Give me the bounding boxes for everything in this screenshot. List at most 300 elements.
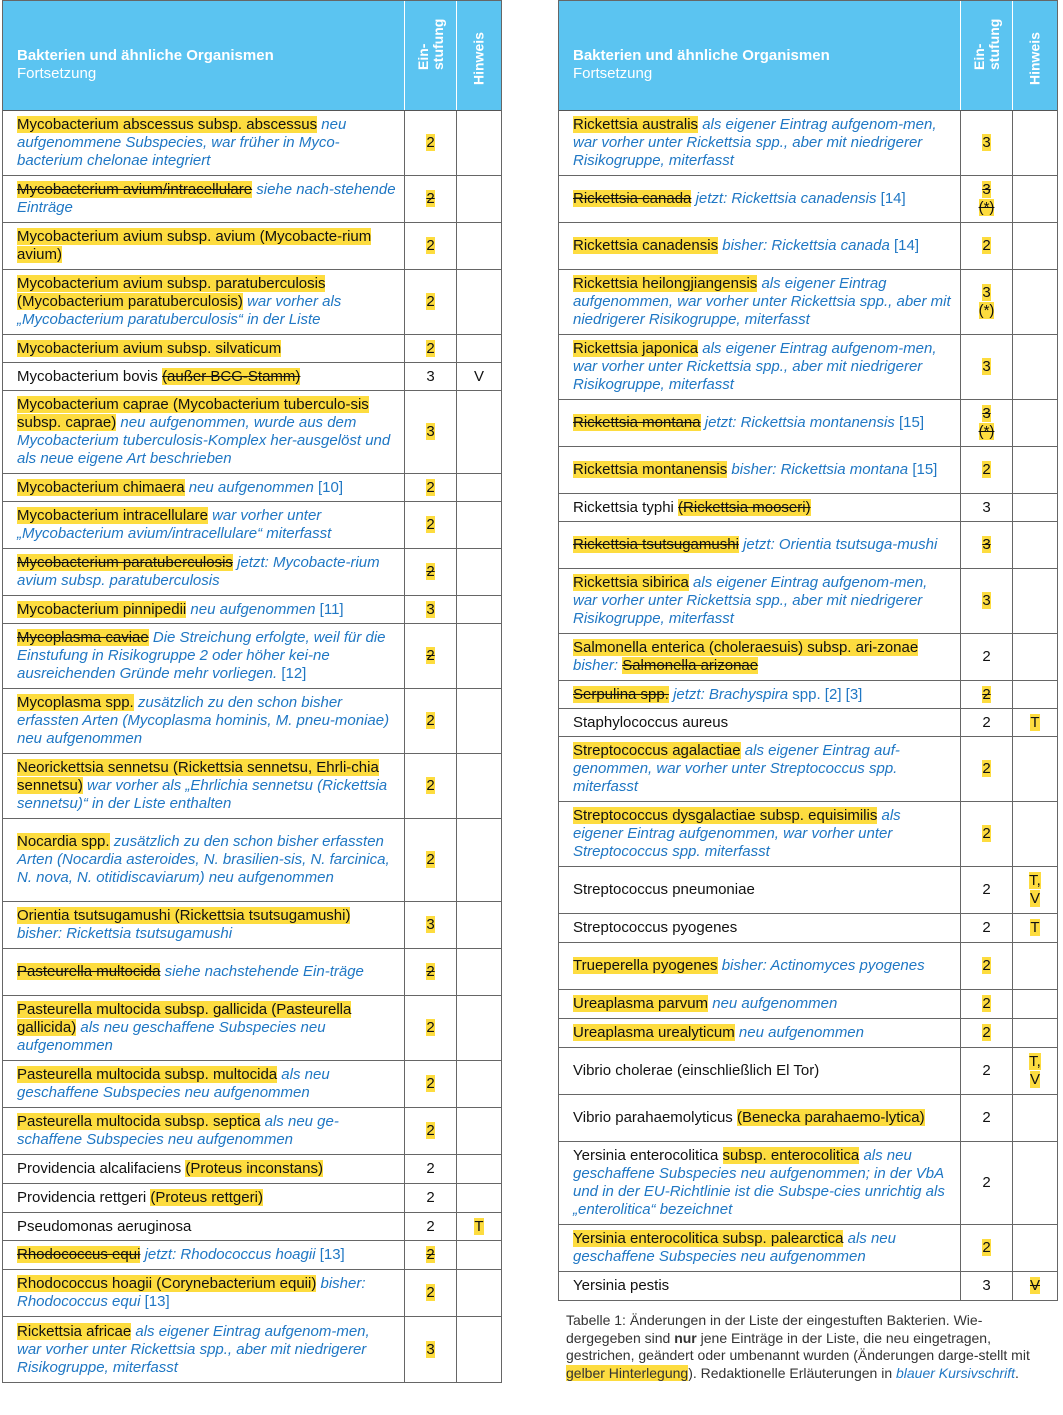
einstufung-value: 2 (426, 134, 435, 151)
header-title: Bakterien und ähnliche Organismen (573, 47, 830, 64)
hinweis-cell (457, 1270, 501, 1316)
einstufung-cell (961, 1019, 1013, 1047)
einstufung-value: (*) (978, 423, 995, 440)
header-hinweis (457, 1, 501, 110)
organism-segment: Salmonella enterica (choleraesuis) subsp. ari-zonae (573, 639, 919, 656)
einstufung-cell (405, 549, 457, 595)
table-row (559, 111, 1057, 176)
einstufung-value: 2 (982, 1109, 991, 1126)
organism-segment: als neu geschaffene Subspecies neu aufgenommen (573, 1230, 896, 1265)
hinweis-cell (457, 111, 501, 175)
einstufung-value: 2 (982, 1062, 991, 1079)
organism-cell (559, 943, 961, 989)
organism-text (573, 1277, 954, 1295)
organism-cell (559, 1225, 961, 1271)
table-row (3, 596, 501, 624)
einstufung-cell (961, 569, 1013, 633)
einstufung-value: 2 (982, 1239, 991, 1256)
organism-segment: war vorher als „Ehrlichia sennetsu (Rickettsia sennetsu)“ in der Liste enthalten (17, 777, 388, 812)
einstufung-value: 2 (426, 237, 435, 254)
einstufung-cell (405, 1317, 457, 1382)
hinweis-cell (1013, 914, 1057, 942)
organism-text (573, 499, 954, 517)
organism-segment: Ureaplasma parvum (573, 995, 709, 1012)
organism-text (17, 1275, 398, 1311)
einstufung-cell (961, 737, 1013, 801)
hinweis-cell (457, 902, 501, 948)
organism-text (573, 1230, 954, 1266)
table-caption (566, 1312, 1050, 1382)
hinweis-value: V (473, 367, 484, 385)
organism-text (17, 629, 398, 683)
hinweis-cell (457, 223, 501, 269)
einstufung-cell (961, 943, 1013, 989)
table-row (3, 1213, 501, 1241)
table-row (3, 819, 501, 902)
organism-segment: Die Streichung erfolgte, weil für die Einstufung in Risikogruppe 2 oder höher kei-ne ausreichenden Gründe mehr vorliegen. (17, 629, 386, 682)
table-right (558, 0, 1058, 1301)
hinweis-value: V (1029, 890, 1040, 907)
organism-text (573, 574, 954, 628)
hinweis-cell (1013, 270, 1057, 334)
organism-cell (3, 1061, 405, 1107)
organism-text (17, 1323, 398, 1377)
einstufung-value: 2 (426, 339, 435, 357)
einstufung-cell (405, 1061, 457, 1107)
hinweis-cell (1013, 1142, 1057, 1224)
organism-segment: neu aufgenommen (186, 600, 316, 618)
organism-text (17, 1246, 398, 1264)
organism-segment: Mycobacterium bovis (17, 367, 163, 385)
einstufung-value: 2 (982, 461, 991, 478)
organism-segment: neu aufgenommen (708, 995, 838, 1012)
organism-segment: Pasteurella multocida subsp. septica (17, 1113, 261, 1130)
organism-segment: Vibrio parahaemolyticus (573, 1109, 737, 1126)
organism-segment: [15] (894, 414, 924, 431)
organism-cell (3, 902, 405, 948)
organism-cell (3, 335, 405, 362)
organism-text (573, 742, 954, 796)
organism-segment: bisher: Rickettsia canada (718, 237, 890, 254)
hinweis-cell (457, 474, 501, 501)
einstufung-cell (405, 902, 457, 948)
einstufung-value: 2 (426, 1246, 435, 1263)
table-row (559, 1272, 1057, 1300)
einstufung-cell (405, 1184, 457, 1212)
hinweis-cell (457, 1213, 501, 1240)
organism-text (17, 1066, 398, 1102)
einstufung-value: 2 (982, 957, 991, 974)
organism-segment: jetzt: Mycobacte-rium avium subsp. paratuberculosis (17, 554, 380, 589)
organism-text (17, 228, 398, 264)
organism-cell (559, 709, 961, 736)
caption-segment: ). Redaktionelle Erläuterungen in (688, 1364, 896, 1381)
organism-text (573, 116, 954, 170)
organism-text (17, 340, 398, 358)
header-title-cell (3, 1, 405, 110)
einstufung-cell (405, 596, 457, 623)
header-einstufung (961, 1, 1013, 110)
hinweis-cell (1013, 681, 1057, 708)
einstufung-value: 2 (426, 516, 435, 533)
organism-segment: Streptococcus dysgalactiae subsp. equisimilis (573, 807, 878, 824)
organism-segment: zusätzlich zu den schon bisher erfassten Arten (Mycoplasma hominis, M. pneu-moniae) neu aufgenommen (17, 694, 390, 747)
hinweis-value: T (1030, 919, 1040, 936)
hinweis-cell (457, 335, 501, 362)
einstufung-value: 3 (982, 181, 991, 198)
hinweis-cell (1013, 709, 1057, 736)
einstufung-value: 3 (982, 284, 991, 301)
table-row (3, 223, 501, 270)
table-row (559, 176, 1057, 223)
einstufung-cell (961, 522, 1013, 568)
organism-segment: Neorickettsia sennetsu (Rickettsia sennetsu, Ehrli-chia sennetsu) (17, 759, 379, 794)
organism-cell (559, 1272, 961, 1300)
organism-text (17, 181, 398, 217)
einstufung-cell (405, 1241, 457, 1269)
organism-segment: jetzt: Rhodococcus hoagii (140, 1246, 316, 1263)
organism-text (573, 639, 954, 675)
table-row (559, 737, 1057, 802)
organism-text (573, 1109, 954, 1127)
organism-text (573, 807, 954, 861)
organism-text (573, 686, 954, 704)
organism-segment: Vibrio cholerae (einschließlich El Tor) (573, 1062, 820, 1079)
einstufung-cell (961, 681, 1013, 708)
hinweis-cell (457, 996, 501, 1060)
organism-text (17, 1189, 398, 1207)
organism-cell (3, 1108, 405, 1154)
table-row (3, 363, 501, 391)
einstufung-cell (405, 111, 457, 175)
hinweis-cell (457, 596, 501, 623)
einstufung-value: 2 (982, 1174, 991, 1191)
hinweis-cell (1013, 111, 1057, 175)
organism-cell (3, 996, 405, 1060)
einstufung-cell (405, 223, 457, 269)
hinweis-cell (1013, 990, 1057, 1018)
rows-left (3, 111, 501, 1382)
organism-segment: Pasteurella multocida subsp. gallicida (Pasteurella gallicida) (17, 1001, 352, 1036)
organism-text (17, 554, 398, 590)
organism-cell (3, 819, 405, 901)
einstufung-value: 3 (982, 134, 991, 151)
table-row (559, 802, 1057, 867)
einstufung-value: 2 (982, 825, 991, 842)
organism-cell (3, 111, 405, 175)
header-title: Bakterien und ähnliche Organismen (17, 47, 274, 64)
organism-segment: Rickettsia canada (573, 190, 692, 207)
einstufung-cell (961, 1272, 1013, 1300)
organism-segment: Ureaplasma urealyticum (573, 1024, 735, 1041)
hinweis-cell (457, 819, 501, 901)
organism-segment: als eigener Eintrag auf-genommen, war vorher unter Streptococcus spp. miterfasst (573, 742, 900, 795)
einstufung-value: 2 (982, 648, 991, 665)
table-row (3, 754, 501, 819)
organism-cell (559, 737, 961, 801)
organism-text (573, 237, 954, 255)
organism-segment: jetzt: Orientia tsutsuga-mushi (738, 536, 938, 553)
hinweis-cell (1013, 1095, 1057, 1141)
organism-cell (3, 754, 405, 818)
table-row (3, 1155, 501, 1184)
hinweis-cell (1013, 1048, 1057, 1094)
hinweis-cell (457, 549, 501, 595)
einstufung-value: 3 (426, 1340, 435, 1358)
einstufung-cell (961, 447, 1013, 493)
table-row (3, 111, 501, 176)
organism-segment: Mycobacterium abscessus subsp. abscessus (17, 116, 318, 133)
header-einstufung-label: Ein- stufung (970, 18, 1002, 70)
table-row (559, 681, 1057, 709)
organism-text (17, 507, 398, 543)
table-row (559, 914, 1057, 943)
organism-segment: Yersinia enterocolitica subsp. palearctica (573, 1230, 844, 1247)
organism-cell (3, 1270, 405, 1316)
organism-segment: als eigener Eintrag aufgenom-men, war vorher unter Rickettsia spp., aber mit niedrigerer Risikogruppe, miterfasst (573, 574, 928, 627)
hinweis-cell (1013, 1019, 1057, 1047)
organism-cell (559, 867, 961, 913)
organism-segment: Streptococcus agalactiae (573, 742, 741, 759)
organism-cell (559, 494, 961, 521)
einstufung-value: 2 (982, 881, 991, 898)
organism-text (17, 396, 398, 468)
organism-segment: jetzt: Rickettsia montanensis (700, 414, 895, 431)
einstufung-cell (405, 949, 457, 995)
table-row (559, 400, 1057, 447)
organism-segment: Staphylococcus aureus (573, 713, 729, 731)
organism-segment: Mycobacterium intracellulare (17, 507, 208, 524)
table-row (559, 943, 1057, 990)
einstufung-value: 3 (426, 600, 435, 618)
organism-segment: Rhodococcus hoagii (Corynebacterium equii) (17, 1275, 317, 1292)
organism-segment: Mycobacterium avium subsp. avium (Mycobacte-rium avium) (17, 228, 372, 263)
hinweis-cell (457, 1061, 501, 1107)
organism-segment: Providencia alcalifaciens (17, 1160, 186, 1177)
organism-cell (3, 1213, 405, 1240)
einstufung-cell (961, 400, 1013, 446)
einstufung-cell (961, 634, 1013, 680)
organism-cell (559, 111, 961, 175)
organism-cell (3, 502, 405, 548)
organism-cell (3, 596, 405, 623)
einstufung-value: (*) (978, 302, 995, 319)
organism-segment: Mycoplasma caviae (17, 629, 149, 646)
organism-text (17, 694, 398, 748)
hinweis-cell (1013, 400, 1057, 446)
organism-cell (3, 270, 405, 334)
einstufung-value: 2 (982, 713, 991, 731)
organism-segment: Mycobacterium caprae (Mycobacterium tuberculo-sis subsp. caprae) (17, 396, 369, 431)
hinweis-cell (1013, 176, 1057, 222)
table-header (559, 1, 1057, 111)
einstufung-cell (961, 270, 1013, 334)
organism-segment: bisher: Actinomyces pyogenes (717, 957, 925, 974)
einstufung-value: 2 (982, 685, 991, 703)
organism-segment: Serpulina spp. (573, 685, 669, 703)
hinweis-cell (1013, 223, 1057, 269)
organism-cell (3, 1184, 405, 1212)
organism-cell (3, 223, 405, 269)
organism-segment: Pasteurella multocida subsp. multocida (17, 1066, 278, 1083)
einstufung-cell (961, 990, 1013, 1018)
hinweis-value: T (474, 1217, 484, 1235)
organism-text (17, 963, 398, 981)
einstufung-value: 2 (426, 851, 435, 868)
organism-segment: als neu geschaffene Subspecies neu aufgenommen (17, 1066, 330, 1101)
einstufung-cell (961, 335, 1013, 399)
table-row (3, 391, 501, 474)
organism-segment: siehe nach-stehende Einträge (17, 181, 396, 216)
einstufung-cell (405, 819, 457, 901)
table-row (559, 494, 1057, 522)
organism-segment: war vorher unter „Mycobacterium avium/intracellulare“ miterfasst (17, 507, 332, 542)
organism-cell (3, 549, 405, 595)
organism-text (573, 919, 954, 937)
organism-text (573, 1147, 954, 1219)
einstufung-value: 2 (426, 1160, 435, 1177)
caption-segment: Tabelle 1: Änderungen in der Liste der eingestuften Bakterien. Wie-dergegeben sind (566, 1312, 983, 1346)
organism-segment: bisher: (573, 657, 623, 674)
einstufung-cell (405, 624, 457, 688)
organism-cell (559, 990, 961, 1018)
organism-segment: Rickettsia canadensis (573, 237, 719, 254)
hinweis-cell (457, 502, 501, 548)
einstufung-cell (405, 754, 457, 818)
organism-cell (3, 176, 405, 222)
organism-cell (559, 176, 961, 222)
header-einstufung-label: Ein- stufung (414, 18, 446, 70)
organism-segment: Orientia tsutsugamushi (Rickettsia tsutsugamushi) (17, 907, 351, 924)
organism-cell (559, 400, 961, 446)
hinweis-cell (1013, 867, 1057, 913)
organism-segment: Rickettsia africae (17, 1322, 132, 1340)
organism-text (573, 461, 954, 479)
organism-segment: als neu geschaffene Subspecies neu aufgenommen (17, 1019, 326, 1054)
organism-text (573, 881, 954, 899)
organism-segment: Mycobacterium chimaera (17, 478, 185, 496)
organism-segment: Mycobacterium avium subsp. silvaticum (17, 339, 282, 357)
einstufung-cell (961, 111, 1013, 175)
organism-segment: Yersinia enterocolitica (573, 1147, 723, 1164)
hinweis-cell (457, 754, 501, 818)
organism-cell (559, 1019, 961, 1047)
einstufung-cell (961, 914, 1013, 942)
organism-segment: Salmonella arizonae (622, 657, 759, 674)
organism-segment: Streptococcus pneumoniae (573, 881, 755, 898)
hinweis-value: V (1029, 1277, 1040, 1294)
einstufung-value: 2 (982, 237, 991, 254)
organism-text (17, 368, 398, 386)
einstufung-value: 3 (982, 592, 991, 609)
einstufung-value: 2 (982, 760, 991, 777)
organism-segment: als eigener Eintrag aufgenommen, war vorher unter Streptococcus spp. miterfasst (573, 807, 901, 860)
einstufung-cell (405, 270, 457, 334)
organism-segment: Mycobacterium avium subsp. paratuberculosis (Mycobacterium paratuberculosis) (17, 275, 326, 310)
hinweis-cell (457, 270, 501, 334)
table-row (559, 223, 1057, 270)
organism-cell (3, 1241, 405, 1269)
organism-segment: [13] (315, 1246, 345, 1263)
einstufung-value: 2 (982, 995, 991, 1012)
organism-cell (3, 391, 405, 473)
hinweis-cell (1013, 569, 1057, 633)
organism-segment: [15] (908, 461, 938, 478)
einstufung-value: 2 (982, 1024, 991, 1041)
einstufung-value: 2 (426, 190, 435, 207)
header-subtitle: Fortsetzung (573, 65, 653, 82)
einstufung-value: 2 (982, 919, 991, 936)
table-row (559, 709, 1057, 737)
organism-segment: (außer BCG-Stamm) (162, 367, 301, 385)
einstufung-value: 3 (982, 1277, 991, 1294)
hinweis-cell (457, 624, 501, 688)
hinweis-cell (457, 391, 501, 473)
organism-segment: [11] (315, 600, 344, 618)
organism-segment: neu aufgenommen, wurde aus dem Mycobacterium tuberculosis-Komplex her-ausgelöst und als neue eigene Art beschrieben (17, 414, 391, 467)
einstufung-value: 2 (426, 478, 435, 496)
table-row (559, 270, 1057, 335)
header-einstufung (405, 1, 457, 110)
organism-segment: bisher: Rickettsia montana (727, 461, 909, 478)
caption-segment: nur (674, 1329, 697, 1346)
organism-segment: Rickettsia typhi (573, 498, 679, 516)
hinweis-cell (457, 1155, 501, 1183)
organism-text (17, 907, 398, 943)
einstufung-value: 2 (426, 1189, 435, 1206)
einstufung-value: 2 (426, 1217, 435, 1235)
organism-segment: (Benecka parahaemo-lytica) (736, 1109, 925, 1126)
table-row (3, 1108, 501, 1155)
table-row (3, 996, 501, 1061)
einstufung-cell (961, 1225, 1013, 1271)
einstufung-cell (961, 1048, 1013, 1094)
table-row (559, 990, 1057, 1019)
organism-segment: (Rickettsia mooseri) (678, 498, 811, 516)
organism-segment: Pasteurella multocida (17, 963, 161, 980)
organism-cell (559, 1048, 961, 1094)
einstufung-cell (405, 176, 457, 222)
organism-segment: Rickettsia australis (573, 116, 699, 133)
organism-segment: als neu geschaffene Subspecies neu aufgenommen; in der VbA und in der EU-Richtlinie ist die Subspe-cies unrichtig als „enterolitica“ bezeichnet (573, 1147, 945, 1218)
rows-right (559, 111, 1057, 1300)
caption-segment: . (1015, 1364, 1019, 1381)
organism-text (17, 759, 398, 813)
caption-segment: jene Einträge in der Liste, die neu eingetragen, gestrichen, geändert oder umbenannt wurden (Änderungen darge-stellt mit (566, 1329, 1030, 1364)
einstufung-cell (405, 1270, 457, 1316)
organism-text (17, 1160, 398, 1178)
einstufung-value: 3 (426, 423, 435, 440)
organism-text (17, 479, 398, 497)
einstufung-value: 2 (426, 1019, 435, 1036)
hinweis-value: T, (1029, 872, 1041, 889)
organism-cell (559, 522, 961, 568)
organism-segment: (Proteus rettgeri) (150, 1189, 263, 1206)
table-row (3, 949, 501, 996)
hinweis-cell (1013, 1225, 1057, 1271)
organism-segment: Mycobacterium paratuberculosis (17, 554, 233, 571)
organism-segment: als eigener Eintrag aufgenom-men, war vorher unter Rickettsia spp., aber mit niedrigerer Risikogruppe, miterfasst (573, 116, 937, 169)
table-row (559, 569, 1057, 634)
table-header (3, 1, 501, 111)
organism-cell (3, 474, 405, 501)
einstufung-cell (405, 363, 457, 390)
organism-segment: Trueperella pyogenes (573, 957, 718, 974)
organism-segment: Providencia rettgeri (17, 1189, 151, 1206)
einstufung-value: 3 (982, 536, 991, 553)
organism-segment: spp. [2] [3] (788, 685, 863, 703)
table-row (3, 1184, 501, 1213)
